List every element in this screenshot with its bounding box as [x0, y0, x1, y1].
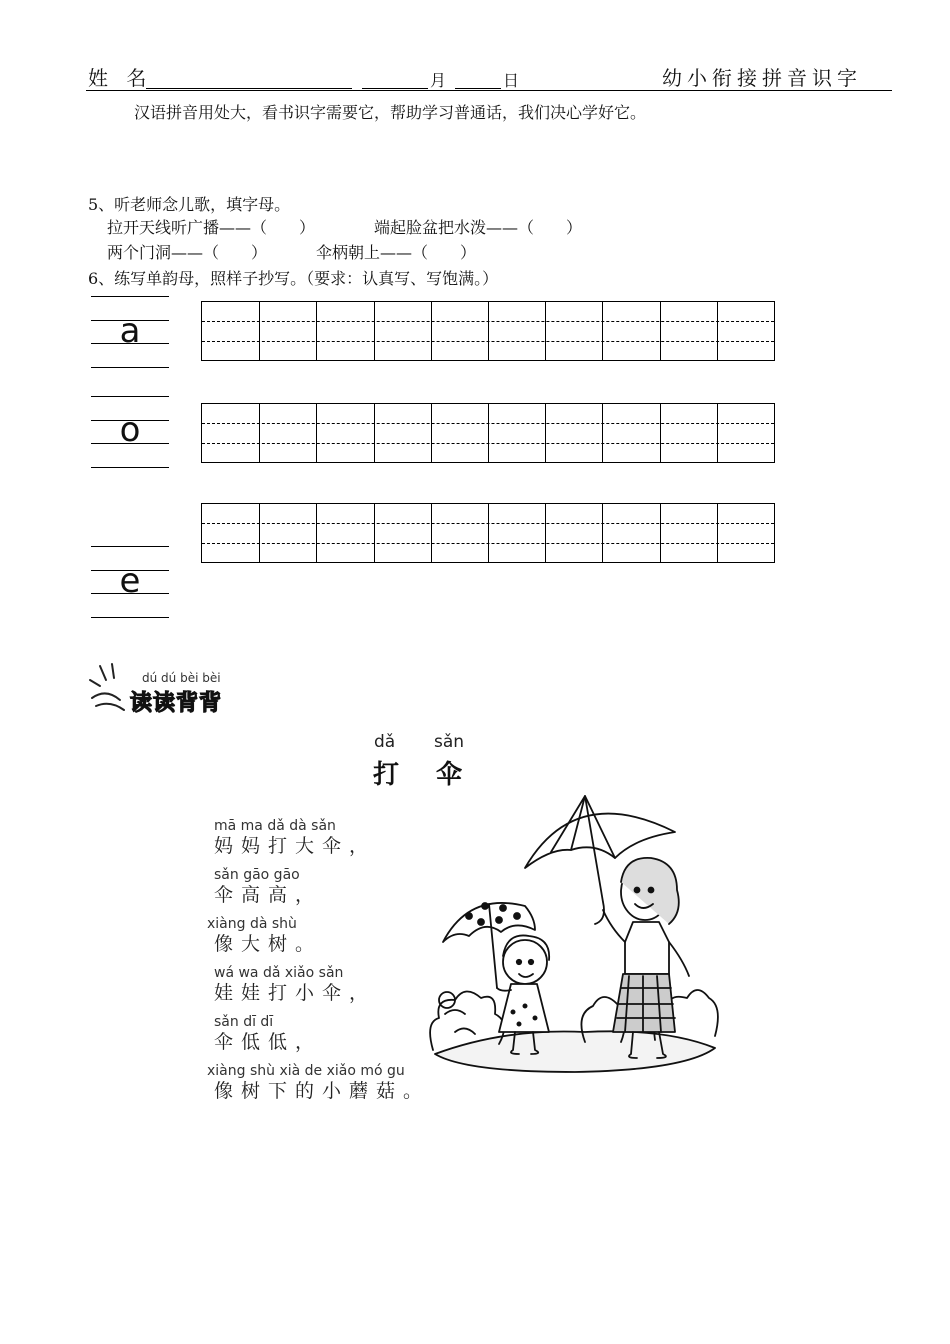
day-label: 日 — [503, 71, 520, 90]
grid-cell-divider — [488, 504, 489, 562]
grid-cell-divider — [259, 404, 260, 462]
grid-guide-line — [202, 321, 774, 322]
grid-cell-divider — [717, 404, 718, 462]
copy-grid-o[interactable] — [201, 403, 775, 463]
grid-cell-divider — [602, 302, 603, 360]
poem-line-4-pinyin: wá wa dǎ xiǎo sǎn — [214, 965, 344, 981]
grid-cell-divider — [316, 302, 317, 360]
grid-cell-divider — [717, 302, 718, 360]
grid-cell-divider — [717, 504, 718, 562]
poem-line-1: 妈妈打大伞， — [214, 835, 377, 857]
poem-title-1: 打 — [373, 760, 400, 790]
grid-cell-divider — [374, 504, 375, 562]
name-label: 姓 名 — [88, 66, 153, 90]
day-blank[interactable] — [455, 88, 501, 89]
subject-title: 幼小衔接拼音识字 — [662, 66, 862, 90]
sample-letter-a: a — [119, 311, 141, 351]
poem-line-5-pinyin: sǎn dī dī — [214, 1014, 274, 1030]
sample-letter-o: o — [119, 410, 141, 450]
month-label: 月 — [430, 71, 447, 90]
q5-title: 5、听老师念儿歌，填字母。 — [88, 195, 291, 214]
name-blank[interactable] — [146, 88, 352, 89]
copy-grid-a[interactable] — [201, 301, 775, 361]
grid-guide-line — [202, 443, 774, 444]
grid-cell-divider — [660, 504, 661, 562]
grid-cell-divider — [545, 504, 546, 562]
grid-guide-line — [202, 423, 774, 424]
grid-cell-divider — [545, 404, 546, 462]
poem-line-2-pinyin: sǎn gāo gāo — [214, 867, 300, 883]
grid-cell-divider — [602, 404, 603, 462]
grid-cell-divider — [316, 504, 317, 562]
copy-grid-e[interactable] — [201, 503, 775, 563]
grid-cell-divider — [545, 302, 546, 360]
title-pinyin-2: sǎn — [434, 732, 465, 752]
poem-line-2: 伞高高， — [214, 884, 323, 906]
grid-cell-divider — [259, 504, 260, 562]
intro-text: 汉语拼音用处大，看书识字需要它，帮助学习普通话，我们决心学好它。 — [134, 103, 647, 122]
grid-cell-divider — [374, 404, 375, 462]
poem-line-6: 像树下的小蘑菇。 — [214, 1080, 431, 1102]
grid-guide-line — [202, 543, 774, 544]
grid-cell-divider — [316, 404, 317, 462]
title-pinyin-1: dǎ — [374, 732, 396, 752]
grid-cell-divider — [660, 302, 661, 360]
grid-cell-divider — [259, 302, 260, 360]
grid-cell-divider — [488, 404, 489, 462]
poem-line-3: 像大树。 — [214, 933, 323, 955]
q5-item-3: 两个门洞——（ ） — [107, 243, 268, 262]
grid-cell-divider — [374, 302, 375, 360]
q5-item-4: 伞柄朝上——（ ） — [316, 243, 477, 262]
month-blank[interactable] — [362, 88, 428, 89]
grid-cell-divider — [660, 404, 661, 462]
grid-cell-divider — [431, 404, 432, 462]
grid-cell-divider — [431, 504, 432, 562]
poem-line-1-pinyin: mā ma dǎ dà sǎn — [214, 818, 336, 834]
badge-pinyin: dú dú bèi bèi — [142, 671, 221, 685]
grid-cell-divider — [488, 302, 489, 360]
sample-letter-e: e — [119, 561, 141, 601]
header-rule — [86, 90, 892, 91]
grid-guide-line — [202, 523, 774, 524]
q5-item-2: 端起脸盆把水泼——（ ） — [374, 218, 583, 237]
grid-cell-divider — [602, 504, 603, 562]
poem-title-2: 伞 — [436, 760, 463, 790]
q6-title: 6、练写单韵母，照样子抄写。（要求：认真写、写饱满。） — [88, 269, 499, 288]
badge-title: 读读背背 — [130, 691, 223, 716]
umbrella-illustration — [425, 792, 725, 1088]
poem-line-6-pinyin: xiàng shù xià de xiǎo mó gu — [207, 1063, 405, 1079]
poem-line-4: 娃娃打小伞， — [214, 982, 377, 1004]
grid-guide-line — [202, 341, 774, 342]
poem-line-5: 伞低低， — [214, 1031, 323, 1053]
poem-line-3-pinyin: xiàng dà shù — [207, 916, 297, 932]
q5-item-1: 拉开天线听广播——（ ） — [107, 218, 316, 237]
grid-cell-divider — [431, 302, 432, 360]
